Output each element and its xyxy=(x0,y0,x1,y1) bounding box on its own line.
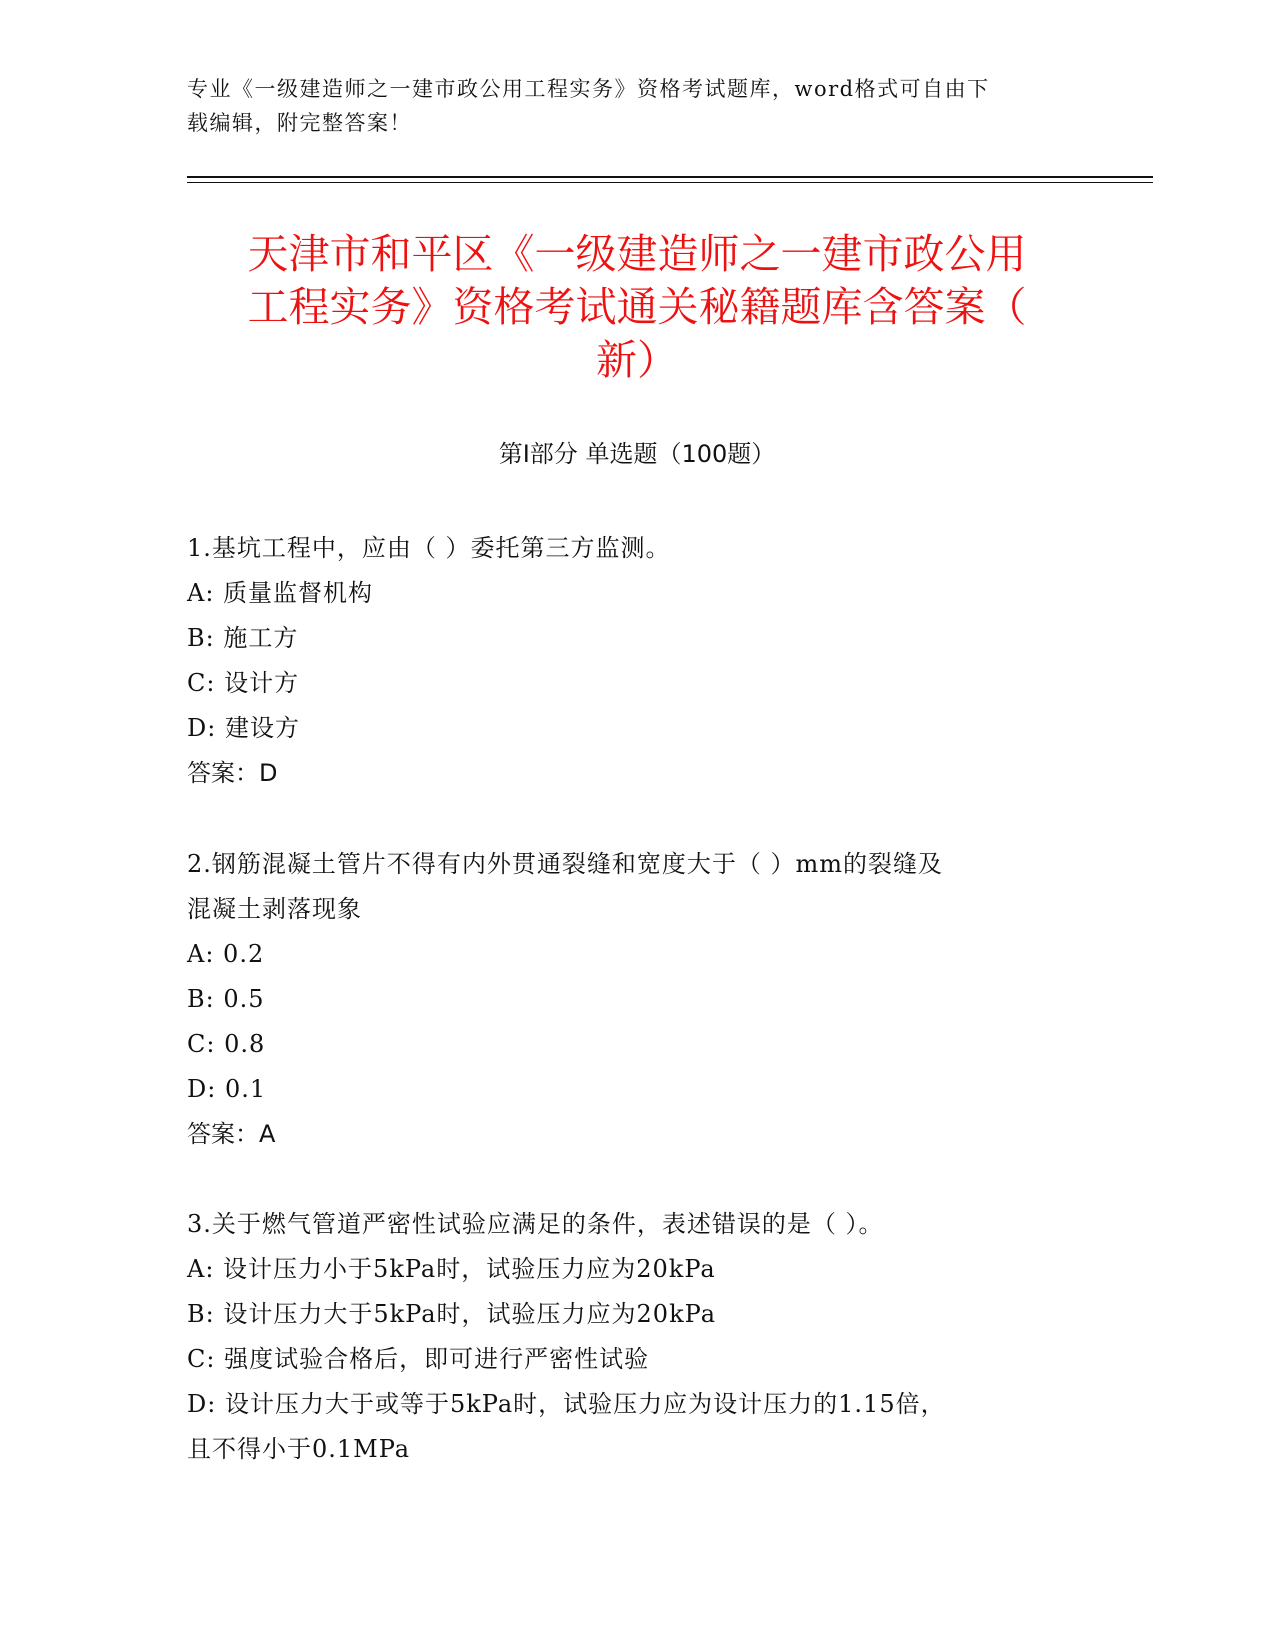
option-a: A: 设计压力小于5kPa时，试验压力应为20kPa xyxy=(187,1255,716,1283)
question-stem: 3.关于燃气管道严密性试验应满足的条件，表述错误的是（ ）。 xyxy=(187,1210,884,1238)
header-divider-thin xyxy=(187,182,1153,183)
option-b: B: 0.5 xyxy=(187,985,265,1013)
option-d-continued: 且不得小于0.1MPa xyxy=(187,1435,411,1463)
option-d: D: 设计压力大于或等于5kPa时，试验压力应为设计压力的1.15倍， xyxy=(187,1390,946,1418)
question-stem: 1.基坑工程中，应由（ ）委托第三方监测。 xyxy=(187,534,671,562)
header-note-line: 专业《一级建造师之一建市政公用工程实务》资格考试题库，word格式可自由下 xyxy=(187,77,990,101)
option-b: B: 设计压力大于5kPa时，试验压力应为20kPa xyxy=(187,1300,717,1328)
header-note-line: 载编辑，附完整答案！ xyxy=(187,111,412,135)
option-a: A: 质量监督机构 xyxy=(187,579,374,607)
option-c: C: 强度试验合格后，即可进行严密性试验 xyxy=(187,1345,650,1373)
question-block xyxy=(187,842,1067,1157)
document-title xyxy=(187,228,1087,387)
option-b: B: 施工方 xyxy=(187,624,299,652)
question-block xyxy=(187,526,1067,796)
answer-label: 答案：A xyxy=(187,1120,276,1148)
title-line: 新） xyxy=(596,336,678,384)
answer-label: 答案：D xyxy=(187,759,278,787)
option-c: C: 0.8 xyxy=(187,1030,266,1058)
title-line: 天津市和平区《一级建造师之一建市政公用 xyxy=(247,230,1027,278)
option-d: D: 0.1 xyxy=(187,1075,267,1103)
header-divider-thick xyxy=(187,176,1153,178)
option-d: D: 建设方 xyxy=(187,714,300,742)
title-line: 工程实务》资格考试通关秘籍题库含答案（ xyxy=(247,283,1027,331)
option-c: C: 设计方 xyxy=(187,669,300,697)
question-stem-continued: 混凝土剥落现象 xyxy=(187,895,362,923)
option-a: A: 0.2 xyxy=(187,940,265,968)
question-block xyxy=(187,1202,1067,1472)
section-heading: 第Ⅰ部分 单选题（100题） xyxy=(498,440,776,468)
header-note xyxy=(187,72,1067,140)
question-stem: 2.钢筋混凝土管片不得有内外贯通裂缝和宽度大于（ ）mm的裂缝及 xyxy=(187,850,944,878)
